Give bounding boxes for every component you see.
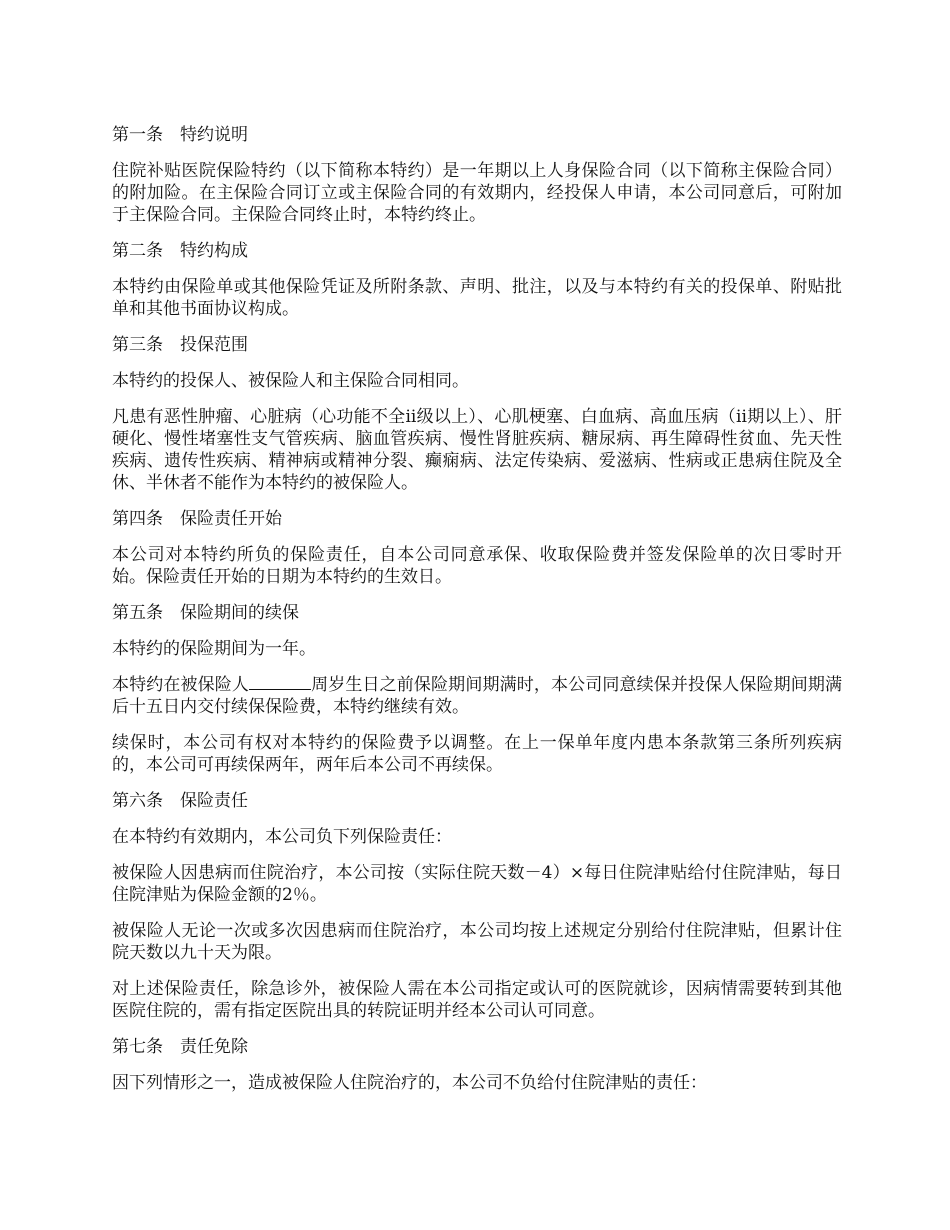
article-5-paragraph-2-start: 本特约在被保险人 (112, 675, 250, 695)
document-page (112, 124, 842, 1108)
article-5-paragraph-1: 本特约的保险期间为一年。 (112, 639, 316, 659)
article-3-paragraph-1: 本特约的投保人、被保险人和主保险合同相同。 (112, 371, 469, 391)
article-1-paragraph-1: 住院补贴医院保险特约（以下简称本特约）是一年期以上人身保险合同（以下简称主保险合同）的附加险。在主保险合同订立或主保险合同的有效期内，经投保人申请，本公司同意后，可附加于主保险合同。主保险合同终止时，本特约终止。 (112, 161, 842, 225)
article-5-paragraph-3: 续保时，本公司有权对本特约的保险费予以调整。在上一保单年度内患本条款第三条所列疾病的，本公司可再续保两年，两年后本公司不再续保。 (112, 733, 842, 775)
article-5-paragraph-2 (112, 674, 842, 718)
article-6-paragraph-4: 对上述保险责任，除急诊外，被保险人需在本公司指定或认可的医院就诊，因病情需要转到其他医院住院的，需有指定医院出具的转院证明并经本公司认可同意。 (112, 979, 842, 1021)
article-3-heading: 第三条 投保范围 (112, 335, 248, 355)
article-3-paragraph-2: 凡患有恶性肿瘤、心脏病（心功能不全ii级以上）、心肌梗塞、白血病、高血压病（ii期以上）、肝硬化、慢性堵塞性支气管疾病、脑血管疾病、慢性肾脏疾病、糖尿病、再生障碍性贫血、先天性疾病、遗传性疾病、精神病或精神分裂、癫痫病、法定传染病、爱滋病、性病或正患病住院及全休、半休者不能作为本特约的被保险人。 (112, 407, 842, 493)
article-5-paragraph-2-end: 周岁生日之前保险期间期满时，本公司同意续保并投保人保险期间期满后十五日内交付续保保险费，本特约继续有效。 (112, 675, 843, 717)
article-4-paragraph-1: 本公司对本特约所负的保险责任，自本公司同意承保、收取保险费并签发保险单的次日零时开始。保险责任开始的日期为本特约的生效日。 (112, 545, 842, 587)
article-6-paragraph-2: 被保险人因患病而住院治疗，本公司按（实际住院天数－4）×每日住院津贴给付住院津贴，每日住院津贴为保险金额的2％。 (112, 863, 842, 905)
article-6-paragraph-1: 在本特约有效期内，本公司负下列保险责任： (112, 827, 452, 847)
article-7-paragraph-1: 因下列情形之一，造成被保险人住院治疗的，本公司不负给付住院津贴的责任： (112, 1073, 707, 1093)
article-7-heading: 第七条 责任免除 (112, 1037, 248, 1057)
article-6-heading: 第六条 保险责任 (112, 791, 248, 811)
article-4-heading: 第四条 保险责任开始 (112, 509, 282, 529)
age-blank-line (249, 675, 311, 690)
article-6-paragraph-3: 被保险人无论一次或多次因患病而住院治疗，本公司均按上述规定分别给付住院津贴，但累计住院天数以九十天为限。 (112, 921, 842, 963)
article-2-paragraph-1: 本特约由保险单或其他保险凭证及所附条款、声明、批注，以及与本特约有关的投保单、附贴批单和其他书面协议构成。 (112, 277, 842, 319)
article-1-heading: 第一条 特约说明 (112, 125, 248, 145)
article-5-heading: 第五条 保险期间的续保 (112, 603, 299, 623)
article-2-heading: 第二条 特约构成 (112, 241, 248, 261)
